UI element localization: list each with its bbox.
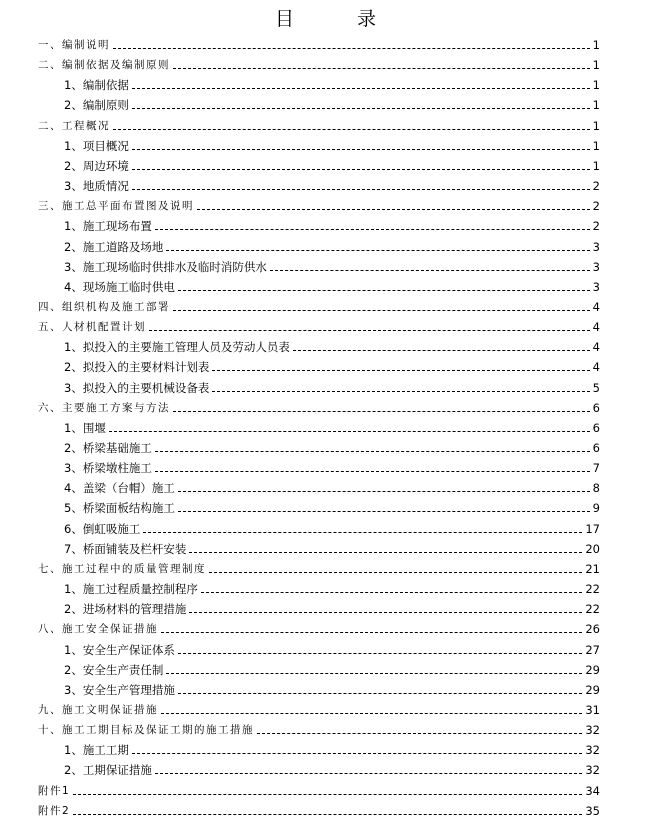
toc-entry-label: 4、现场施工临时供电 (64, 280, 175, 294)
toc-entry-label: 1、拟投入的主要施工管理人员及劳动人员表 (64, 340, 290, 354)
page-title: 目 录 (274, 8, 398, 30)
toc-leader-line (178, 511, 590, 512)
toc-entry-label: 2、工期保证措施 (64, 763, 152, 777)
toc-entry[interactable] (64, 358, 600, 374)
toc-entry[interactable] (64, 681, 600, 697)
toc-leader-line (73, 814, 582, 815)
toc-leader-line (161, 713, 582, 714)
toc-entry-label: 十、施工工期目标及保证工期的施工措施 (38, 724, 254, 736)
toc-leader-line (143, 532, 582, 533)
toc-entry[interactable] (64, 641, 600, 657)
toc-leader-line (73, 794, 582, 795)
toc-entry-page-number: 1 (592, 139, 600, 153)
toc-leader-line (178, 653, 583, 654)
toc-entry[interactable] (64, 76, 600, 92)
toc-entry-label: 7、桥面铺装及栏杆安装 (64, 542, 187, 556)
toc-entry-label: 八、施工安全保证措施 (38, 623, 158, 635)
toc-entry[interactable] (64, 278, 600, 294)
toc-entry-label: 1、围堰 (64, 421, 106, 435)
toc-leader-line (173, 411, 590, 412)
toc-entry-label: 1、施工过程质量控制程序 (64, 582, 198, 596)
toc-entry-label: 2、拟投入的主要材料计划表 (64, 360, 210, 374)
toc-leader-line (178, 491, 590, 492)
toc-entry-label: 6、倒虹吸施工 (64, 522, 141, 536)
toc-entry-page-number: 26 (585, 622, 600, 636)
toc-entry-label: 1、安全生产保证体系 (64, 643, 175, 657)
toc-entry-page-number: 29 (585, 683, 600, 697)
toc-entry[interactable] (64, 540, 600, 556)
toc-entry[interactable] (64, 338, 600, 354)
toc-entry-page-number: 4 (592, 320, 600, 334)
toc-entry[interactable] (64, 217, 600, 233)
toc-entry[interactable] (38, 298, 600, 314)
toc-entry[interactable] (64, 238, 600, 254)
toc-leader-line (132, 753, 583, 754)
toc-entry-page-number: 4 (592, 300, 600, 314)
toc-entry-label: 5、桥梁面板结构施工 (64, 501, 175, 515)
toc-entry-label: 3、桥梁墩柱施工 (64, 461, 152, 475)
toc-leader-line (201, 592, 583, 593)
toc-entry[interactable] (64, 520, 600, 536)
toc-entry-label: 六、主要施工方案与方法 (38, 402, 170, 414)
toc-entry-page-number: 3 (592, 260, 600, 274)
toc-entry-label: 五、人材机配置计划 (38, 321, 146, 333)
toc-leader-line (132, 149, 590, 150)
toc-entry[interactable] (64, 258, 600, 274)
toc-entry-label: 1、施工工期 (64, 743, 129, 757)
toc-leader-line (212, 370, 589, 371)
toc-entry-page-number: 20 (585, 542, 600, 556)
toc-entry-page-number: 29 (585, 663, 600, 677)
toc-entry-label: 七、施工过程中的质量管理制度 (38, 563, 206, 575)
toc-entry[interactable] (38, 56, 600, 72)
toc-entry[interactable] (38, 318, 600, 334)
toc-entry[interactable] (64, 379, 600, 395)
toc-entry-page-number: 27 (585, 643, 600, 657)
toc-entry-page-number: 3 (592, 280, 600, 294)
toc-entry[interactable] (38, 399, 600, 415)
toc-entry-label: 一、编制说明 (38, 39, 110, 51)
toc-entry-label: 二、工程概况 (38, 120, 110, 132)
toc-leader-line (173, 68, 590, 69)
toc-entry[interactable] (38, 620, 600, 636)
toc-leader-line (189, 552, 582, 553)
toc-entry-page-number: 1 (592, 159, 600, 173)
toc-leader-line (113, 129, 590, 130)
toc-entry-label: 1、编制依据 (64, 78, 129, 92)
toc-entry-page-number: 7 (592, 461, 600, 475)
toc-entry[interactable] (64, 661, 600, 677)
toc-entry-page-number: 4 (592, 340, 600, 354)
toc-entry-page-number: 1 (592, 119, 600, 133)
toc-leader-line (149, 330, 590, 331)
toc-entry-page-number: 6 (592, 441, 600, 455)
toc-leader-line (132, 88, 590, 89)
toc-leader-line (155, 773, 583, 774)
toc-entry-label: 四、组织机构及施工部署 (38, 301, 170, 313)
toc-entry[interactable] (64, 741, 600, 757)
toc-entry-page-number: 22 (585, 602, 600, 616)
toc-entry[interactable] (64, 439, 600, 455)
toc-entry-label: 2、安全生产责任制 (64, 663, 164, 677)
toc-entry-page-number: 1 (592, 98, 600, 112)
toc-leader-line (161, 632, 582, 633)
toc-leader-line (132, 169, 590, 170)
toc-entry-page-number: 3 (592, 240, 600, 254)
toc-entry-label: 二、编制依据及编制原则 (38, 59, 170, 71)
toc-entry-page-number: 6 (592, 421, 600, 435)
toc-leader-line (270, 270, 590, 271)
toc-leader-line (155, 451, 590, 452)
toc-leader-line (212, 391, 589, 392)
toc-leader-line (155, 229, 590, 230)
toc-entry[interactable] (64, 96, 600, 112)
toc-entry[interactable] (38, 721, 600, 737)
toc-entry-page-number: 4 (592, 360, 600, 374)
toc-entry-page-number: 2 (592, 179, 600, 193)
toc-entry-label: 4、盖梁（台帽）施工 (64, 481, 175, 495)
toc-leader-line (173, 310, 590, 311)
toc-leader-line (132, 189, 590, 190)
toc-entry[interactable] (38, 36, 600, 52)
toc-entry[interactable] (64, 137, 600, 153)
toc-leader-line (197, 209, 590, 210)
toc-entry-page-number: 9 (592, 501, 600, 515)
toc-entry-label: 3、拟投入的主要机械设备表 (64, 381, 210, 395)
toc-entry-page-number: 2 (592, 219, 600, 233)
toc-leader-line (189, 612, 582, 613)
toc-entry-page-number: 35 (585, 804, 600, 818)
toc-entry-page-number: 1 (592, 78, 600, 92)
toc-entry[interactable] (64, 761, 600, 777)
toc-leader-line (209, 572, 582, 573)
toc-leader-line (257, 733, 582, 734)
toc-entry-page-number: 32 (585, 723, 600, 737)
toc-leader-line (166, 250, 589, 251)
toc-entry-page-number: 17 (585, 522, 600, 536)
toc-entry-label: 1、项目概况 (64, 139, 129, 153)
toc-entry-page-number: 22 (585, 582, 600, 596)
toc-entry[interactable] (64, 419, 600, 435)
toc-entry[interactable] (64, 600, 600, 616)
toc-entry-page-number: 5 (592, 381, 600, 395)
toc-entry-label: 1、施工现场布置 (64, 219, 152, 233)
toc-entry[interactable] (64, 459, 600, 475)
toc-leader-line (113, 48, 590, 49)
toc-entry-page-number: 34 (585, 784, 600, 798)
toc-entry-page-number: 8 (592, 481, 600, 495)
toc-entry-page-number: 31 (585, 703, 600, 717)
toc-entry[interactable] (38, 802, 600, 818)
toc-entry-page-number: 6 (592, 401, 600, 415)
toc-entry-label: 九、施工文明保证措施 (38, 704, 158, 716)
toc-entry[interactable] (64, 157, 600, 173)
toc-entry[interactable] (38, 560, 600, 576)
toc-leader-line (155, 471, 590, 472)
toc-entry[interactable] (64, 499, 600, 515)
toc-entry-label: 3、地质情况 (64, 179, 129, 193)
toc-entry-label: 2、桥梁基础施工 (64, 441, 152, 455)
toc-entry[interactable] (38, 701, 600, 717)
toc-entry-page-number: 21 (585, 562, 600, 576)
toc-leader-line (132, 108, 590, 109)
toc-entry[interactable] (64, 479, 600, 495)
toc-entry-label: 附件1 (38, 785, 71, 797)
toc-entry-label: 2、进场材料的管理措施 (64, 602, 187, 616)
toc-entry-page-number: 32 (585, 763, 600, 777)
toc-leader-line (178, 693, 583, 694)
toc-entry-label: 三、施工总平面布置图及说明 (38, 200, 194, 212)
toc-entry-label: 3、安全生产管理措施 (64, 683, 175, 697)
toc-entry-label: 3、施工现场临时供排水及临时消防供水 (64, 260, 267, 274)
toc-leader-line (178, 290, 590, 291)
toc-entry[interactable] (38, 197, 600, 213)
toc-entry-page-number: 1 (592, 38, 600, 52)
toc-entry-page-number: 1 (592, 58, 600, 72)
toc-entry-label: 附件2 (38, 805, 71, 817)
toc-leader-line (109, 431, 590, 432)
toc-entry[interactable] (64, 580, 600, 596)
toc-entry-label: 2、编制原则 (64, 98, 129, 112)
toc-entry-page-number: 2 (592, 199, 600, 213)
toc-entry[interactable] (64, 177, 600, 193)
toc-entry[interactable] (38, 782, 600, 798)
toc-entry-label: 2、周边环境 (64, 159, 129, 173)
toc-leader-line (293, 350, 590, 351)
toc-entry-label: 2、施工道路及场地 (64, 240, 164, 254)
toc-leader-line (166, 673, 582, 674)
toc-entry[interactable] (38, 117, 600, 133)
toc-entry-page-number: 32 (585, 743, 600, 757)
